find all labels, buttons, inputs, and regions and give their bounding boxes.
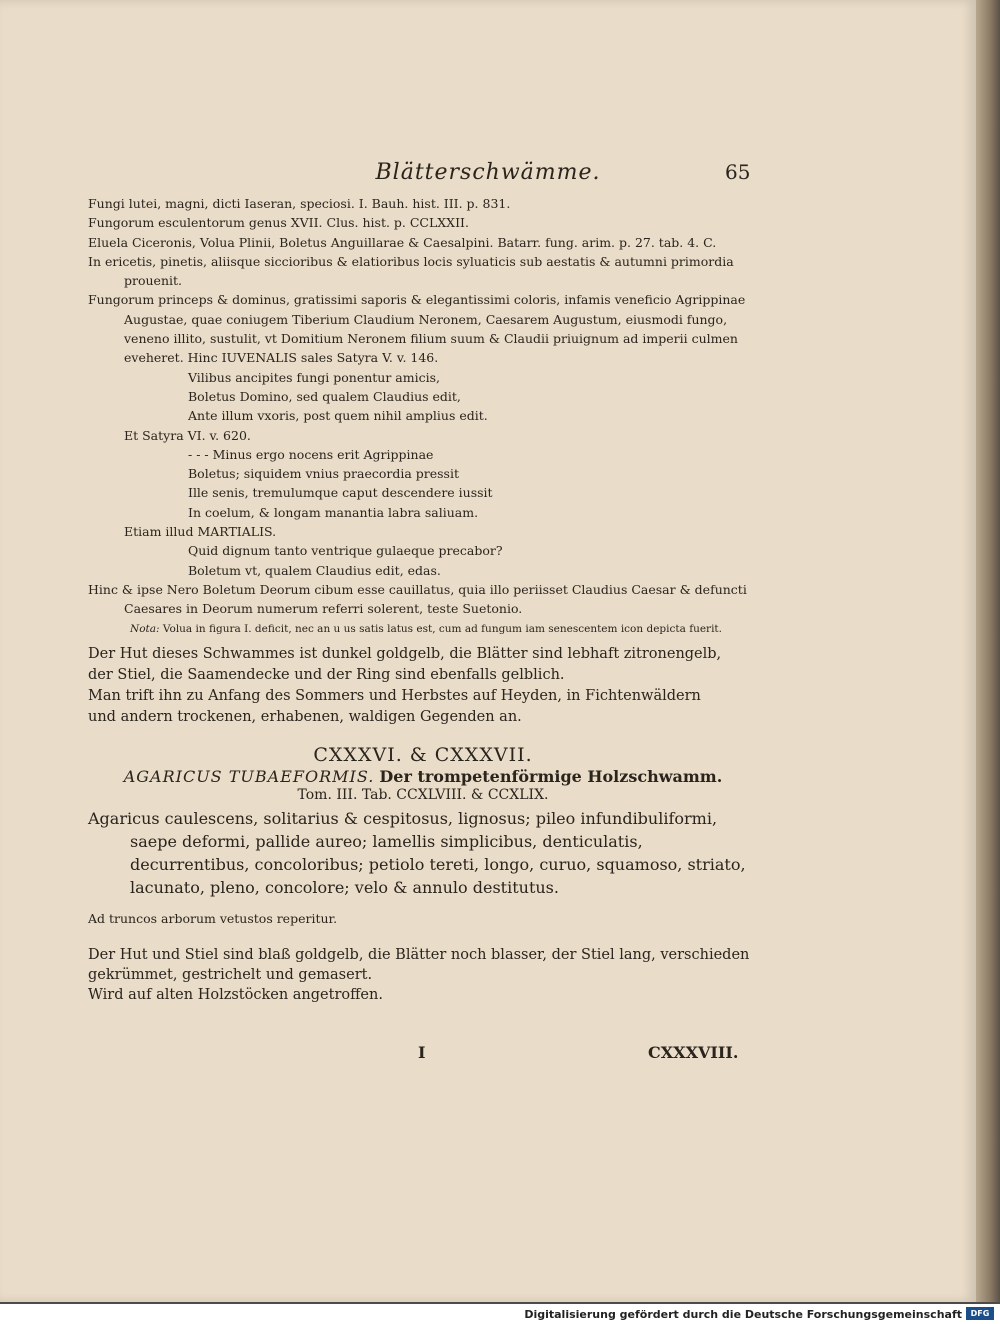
page-edge <box>976 0 1000 1302</box>
catchword: CXXXVIII. <box>648 1043 739 1062</box>
german-description-line: Man trift ihn zu Anfang des Sommers und Herbstes auf Heyden, in Fichtenwäldern <box>88 687 701 704</box>
verse-line: Ille senis, tremulumque caput descendere iussit <box>188 485 493 501</box>
habitat-note: Ad truncos arborum vetustos reperitur. <box>88 911 338 927</box>
synonym-line: Fungi lutei, magni, dicti Iaseran, speciosi. I. Bauh. hist. III. p. 831. <box>88 196 511 211</box>
german-description-line: Der Hut dieses Schwammes ist dunkel goldgelb, die Blätter sind lebhaft zitronengelb, <box>88 645 722 662</box>
german-description-line: Der Hut und Stiel sind blaß goldgelb, die Blätter noch blasser, der Stiel lang, verschieden gekrümmet, gestrichelt und gemasert. <box>88 946 750 983</box>
nota <box>88 622 758 636</box>
nota-label: Nota: <box>130 622 160 635</box>
verse-line: Boletum vt, qualem Claudius edit, edas. <box>188 562 441 578</box>
german-description-line: der Stiel, die Saamendecke und der Ring sind ebenfalls gelblich. <box>88 666 565 683</box>
verse-line: Boletus; siquidem vnius praecordia pressit <box>188 466 459 482</box>
running-head: Blätterschwämme. <box>375 160 601 185</box>
verse-line: Ante illum vxoris, post quem nihil amplius edit. <box>188 408 488 424</box>
plate-reference: Tom. III. Tab. CCXLVIII. & CCXLIX. <box>297 787 549 804</box>
verse-line: Quid dignum tanto ventrique gulaeque precabor? <box>188 543 503 559</box>
verse-line: Vilibus ancipites fungi ponentur amicis, <box>188 369 440 385</box>
habitat-latin: In ericetis, pinetis, aliisque siccioribus & elatioribus locis syluaticis sub aestatis & autumni primordia prouenit. <box>88 253 734 289</box>
section-title <box>88 767 758 786</box>
signature-mark: I <box>418 1043 426 1062</box>
german-description-line: und andern trockenen, erhabenen, waldigen Gegenden an. <box>88 708 522 725</box>
page-number: 65 <box>725 160 751 184</box>
nero-paragraph: Hinc & ipse Nero Boletum Deorum cibum esse cauillatus, quia illo periisset Claudius Caesar & defuncti Caesares in Deorum numerum referri solerent, teste Suetonio. <box>88 581 747 617</box>
verse-line: - - - Minus ergo nocens erit Agrippinae <box>188 446 434 462</box>
satyra-reference: Et Satyra VI. v. 620. <box>124 427 251 443</box>
footer-bar <box>0 1304 1000 1324</box>
synonym-line: Eluela Ciceronis, Volua Plinii, Boletus Anguillarae & Caesalpini. Batarr. fung. arim. p. 27. tab. 4. C. <box>88 234 717 250</box>
page-body <box>88 194 758 1006</box>
section-title-german: Der trompetenförmige Holzschwamm. <box>379 766 723 786</box>
history-paragraph: Fungorum princeps & dominus, gratissimi saporis & elegantissimi coloris, infamis veneficio Agrippinae Augustae, quae coniugem Tiberium Claudium Neronem, Caesarem Augustum, eiusmodi fungo, veneno illito, sustulit, vt Domitium Neronem filium suum & Claudii priuignum ad imperii culmen eveheret. Hinc IUVENALIS sales Satyra V. v. 146. <box>88 292 746 366</box>
section-title-latin: AGARICUS TUBAEFORMIS. <box>123 766 375 786</box>
verse-line: Boletus Domino, sed qualem Claudius edit, <box>188 388 461 404</box>
martialis-reference: Etiam illud MARTIALIS. <box>124 524 277 540</box>
german-description-line: Wird auf alten Holzstöcken angetroffen. <box>88 986 383 1003</box>
section-number: CXXXVI. & CXXXVII. <box>313 743 533 766</box>
dfg-logo-icon: DFG <box>966 1307 994 1320</box>
species-description: Agaricus caulescens, solitarius & cespitosus, lignosus; pileo infundibuliformi, saepe deformi, pallide aureo; lamellis simplicibus, denticulatis, decurrentibus, concoloribus; petiolo tereti, longo, curuo, squamoso, striato, lacunato, pleno, concolore; velo & annulo destitutus. <box>88 809 746 898</box>
synonym-line: Fungorum esculentorum genus XVII. Clus. hist. p. CCLXXII. <box>88 215 469 231</box>
verse-line: In coelum, & longam manantia labra saliuam. <box>188 504 479 520</box>
footer-credit: Digitalisierung gefördert durch die Deutsche Forschungsgemeinschaft <box>524 1308 962 1321</box>
nota-text: Volua in figura I. deficit, nec an u us satis latus est, cum ad fungum iam senescentem icon depicta fuerit. <box>162 622 722 635</box>
